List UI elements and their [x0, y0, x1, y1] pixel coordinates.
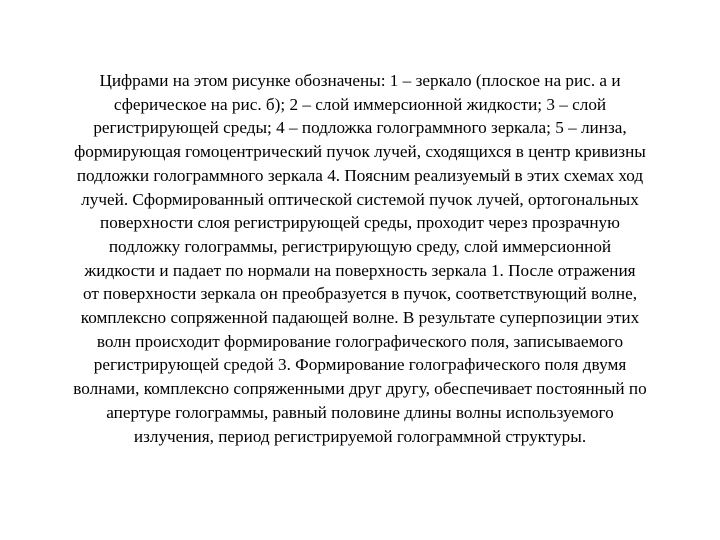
- paragraph-line-3: регистрирующей среды; 4 – подложка голограммного зеркала; 5 – линза,: [93, 118, 627, 138]
- paragraph-line-10: от поверхности зеркала он преобразуется в пучок, соответствующий волне,: [82, 284, 638, 304]
- paragraph-line-14: волнами, комплексно сопряженными друг другу, обеспечивает постоянный по: [73, 379, 647, 399]
- paragraph-line-5: подложки голограммного зеркала 4. Поясним реализуемый в этих схемах ход: [76, 165, 644, 185]
- paragraph-line-6: лучей. Сформированный оптической системой пучок лучей, ортогональных: [81, 189, 639, 209]
- paragraph-line-16: излучения, период регистрируемой голограммной структуры.: [133, 426, 587, 446]
- paragraph-line-11: комплексно сопряженной падающей волне. В результате суперпозиции этих: [80, 308, 640, 328]
- paragraph-line-2: сферическое на рис. б); 2 – слой иммерсионной жидкости; 3 – слой: [113, 94, 607, 114]
- body-paragraph: [14, 69, 706, 448]
- paragraph-line-8: подложку голограммы, регистрирующую среду, слой иммерсионной: [108, 236, 612, 256]
- paragraph-line-7: поверхности слоя регистрирующей среды, проходит через прозрачную: [100, 213, 620, 233]
- paragraph-line-13: регистрирующей средой 3. Формирование голографического поля двумя: [93, 355, 627, 375]
- paragraph-line-15: апертуре голограммы, равный половине длины волны используемого: [106, 402, 614, 422]
- paragraph-line-1: Цифрами на этом рисунке обозначены: 1 – зеркало (плоское на рис. а и: [99, 71, 621, 90]
- paragraph-line-12: волн происходит формирование голографического поля, записываемого: [96, 331, 624, 351]
- paragraph-line-4: формирующая гомоцентрический пучок лучей, сходящихся в центр кривизны: [74, 142, 646, 162]
- paragraph-line-9: жидкости и падает по нормали на поверхность зеркала 1. После отражения: [84, 260, 636, 280]
